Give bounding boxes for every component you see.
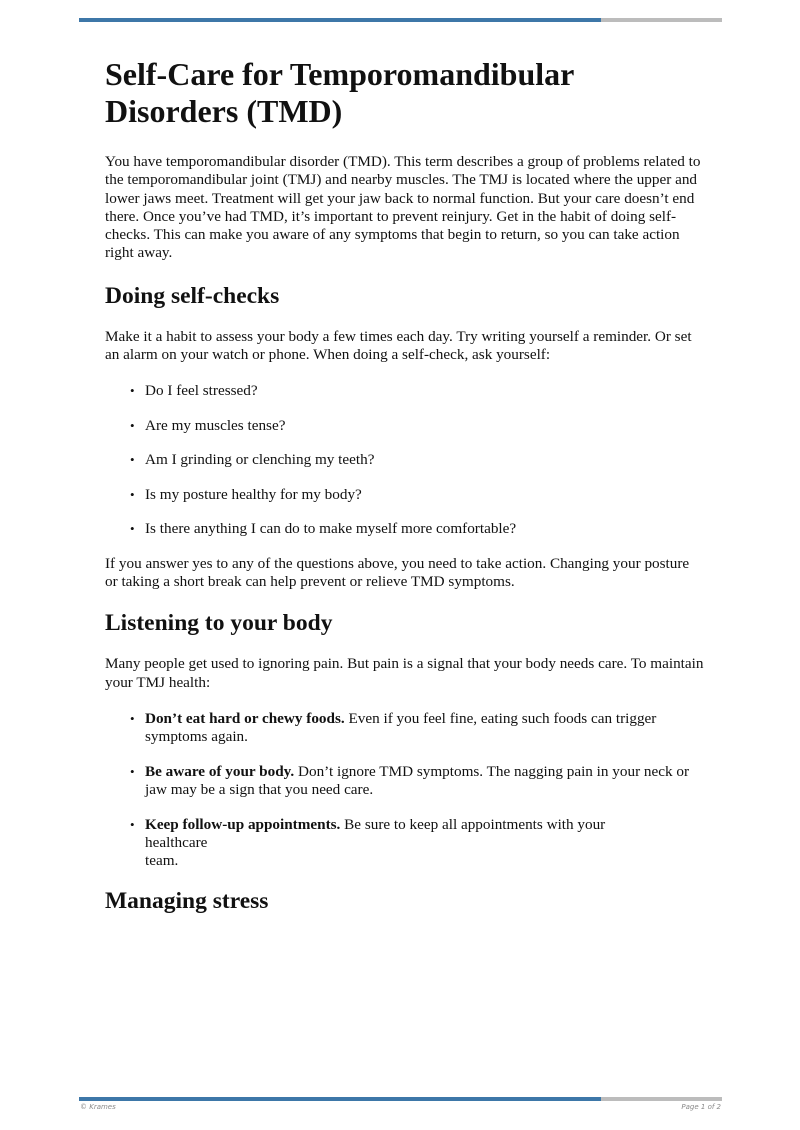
self-check-questions-list [105,382,705,538]
list-item: • Be aware of your body. Don’t ignore TMD symptoms. The nagging pain in your neck or jaw may be a sign that you need care. [130,762,690,799]
header-rule [79,18,722,22]
bullet-icon: • [130,816,135,832]
listening-paragraph: Many people get used to ignoring pain. But pain is a signal that your body needs care. To maintain your TMJ health: [105,655,704,691]
list-item: • Is there anything I can do to make myself more comfortable? [130,520,517,538]
footer-page-number: Page 1 of 2 [681,1103,721,1111]
bullet-icon: • [130,417,135,433]
bullet-icon: • [130,486,135,502]
footer-rule-blue [79,1097,601,1101]
section-heading-managing-stress: Managing stress [105,887,269,914]
bullet-icon: • [130,521,135,537]
list-item: • Don’t eat hard or chewy foods. Even if you feel fine, eating such foods can trigger symptoms again. [130,709,657,746]
section-heading-listening: Listening to your body [105,610,333,637]
section-heading-self-checks: Doing self-checks [105,282,280,309]
list-item: • Do I feel stressed? [130,382,258,400]
footer-copyright: © Krames [80,1103,116,1111]
self-checks-paragraph: Make it a habit to assess your body a few times each day. Try writing yourself a reminder. Or set an alarm on your watch or phone. When doing a self-check, ask yourself: [105,327,692,364]
list-item: • Is my posture healthy for my body? [130,485,362,503]
list-item: • Are my muscles tense? [130,416,286,434]
document-body [105,56,705,933]
self-checks-followup-paragraph: If you answer yes to any of the questions above, you need to take action. Changing your posture or taking a short break can help prevent or relieve TMD symptoms. [105,554,690,591]
bullet-icon: • [130,383,135,399]
header-rule-blue [79,18,601,22]
bullet-icon: • [130,452,135,468]
list-item: • Keep follow-up appointments. Be sure to keep all appointments with your healthcare team. [130,815,606,870]
tmj-health-tips-list [105,710,705,870]
intro-paragraph: You have temporomandibular disorder (TMD). This term describes a group of problems related to the temporomandibular joint (TMJ) and nearby muscles. The TMJ is located where the upper and lower jaws meet. Treatment will get your jaw back to normal function. But your care doesn’t end there. Once you’ve had TMD, it’s important to prevent reinjury. Get in the habit of doing self-checks. This can make you aware of any symptoms that begin to return, so you can take action right away. [105,153,701,262]
header-rule-gray [601,18,722,22]
bullet-icon: • [130,763,135,779]
document-title: Self-Care for Temporomandibular Disorders (TMD) [105,56,574,129]
footer-rule-gray [601,1097,722,1101]
bullet-icon: • [130,710,135,726]
footer-rule [79,1097,722,1101]
list-item: • Am I grinding or clenching my teeth? [130,451,375,469]
